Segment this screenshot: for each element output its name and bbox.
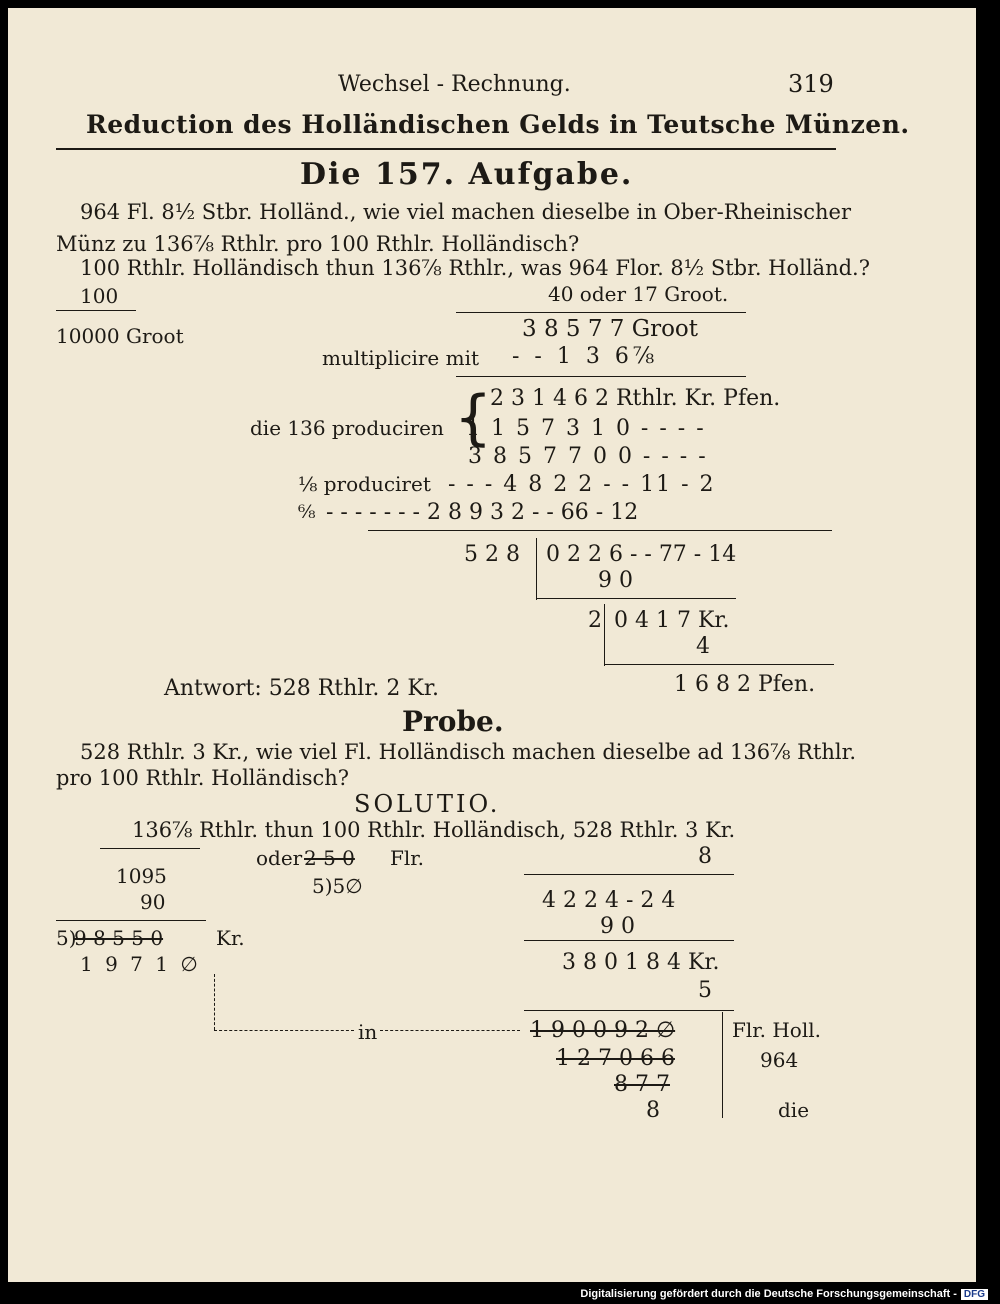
sum-left: 5 2 8	[464, 542, 520, 567]
div-2: 1 2 7 0 6 6	[556, 1046, 675, 1071]
groot-40: 40 oder 17 Groot.	[548, 282, 729, 306]
divider-3	[722, 1012, 723, 1118]
answer: Antwort: 528 Rthlr. 2 Kr.	[164, 676, 439, 701]
footer-text	[580, 1288, 988, 1300]
divider-1	[536, 538, 537, 600]
kr-left: 2	[588, 608, 602, 633]
problem-line-2: Münz zu 136⅞ Rthlr. pro 100 Rthlr. Holländisch?	[56, 232, 580, 256]
row-2: 1 1 5 7 3 1 0 - - - -	[466, 416, 706, 441]
footer-credit: Digitalisierung gefördert durch die Deutsche Forschungsgemeinschaft -	[580, 1288, 957, 1300]
rule-i	[56, 920, 206, 921]
oder-label: oder	[256, 846, 303, 870]
rule-d	[368, 530, 832, 531]
val-90b: 9 0	[600, 914, 635, 939]
row-5-label: ⁶⁄₈	[298, 502, 316, 523]
divider-2	[604, 604, 605, 666]
div-4: 8	[646, 1098, 660, 1123]
div-3: 8 7 7	[614, 1072, 670, 1097]
val-98550: 9 8 5 5 0	[74, 926, 164, 950]
page-subtitle: Reduction des Holländischen Gelds in Teutsche Münzen.	[86, 110, 910, 139]
dash-horizontal-b	[380, 1030, 520, 1031]
rule-g	[100, 848, 200, 849]
kr-right: 0 4 1 7 Kr.	[614, 608, 730, 633]
row-4: - - - 4 8 2 2 - - 11 - 2	[448, 472, 716, 497]
val-4224: 4 2 2 4 - 2 4	[542, 888, 676, 913]
pfen-result: 1 6 8 2 Pfen.	[674, 672, 816, 697]
val-90a: 90	[140, 890, 166, 914]
in-label: in	[358, 1020, 378, 1044]
rule-c	[456, 376, 746, 377]
times-90: 9 0	[598, 568, 633, 593]
rule-a	[56, 310, 136, 311]
header-rule	[56, 148, 836, 150]
value-100: 100	[80, 284, 119, 308]
row-5: - - - - - - - 2 8 9 3 2 - - 66 - 12	[326, 500, 639, 525]
groot-value: 3 8 5 7 7 Groot	[522, 316, 699, 342]
rule-h	[524, 874, 734, 875]
dash-vertical	[214, 974, 215, 1030]
probe-line-3: 136⅞ Rthlr. thun 100 Rthlr. Holländisch, 528 Rthlr. 3 Kr.	[132, 818, 736, 842]
row-1: 2 3 1 4 6 2 Rthlr. Kr. Pfen.	[490, 386, 781, 411]
book-page	[8, 8, 976, 1282]
row-2-label: die 136 produciren	[250, 416, 444, 440]
val-55: 5)5∅	[312, 874, 363, 898]
problem-line-1: 964 Fl. 8½ Stbr. Holländ., wie viel machen dieselbe in Ober-Rheinischer	[80, 200, 852, 224]
page-number: 319	[788, 70, 834, 98]
rule-b	[456, 312, 746, 313]
row-4-label: ⅛ produciret	[298, 472, 431, 496]
solutio-heading: SOLUTIO.	[354, 790, 501, 818]
val-98550-prefix: 5)	[56, 926, 77, 950]
rule-e	[536, 598, 736, 599]
flr-holl: Flr. Holl.	[732, 1018, 821, 1042]
multiplicire-value: - - 1 3 6⅞	[512, 344, 659, 369]
bracket: {	[454, 383, 493, 453]
dfg-logo: DFG	[961, 1289, 988, 1300]
problem-line-3: 100 Rthlr. Holländisch thun 136⅞ Rthlr., was 964 Flor. 8½ Stbr. Holländ.?	[80, 256, 870, 280]
catchword: die	[778, 1098, 810, 1122]
rule-f	[604, 664, 834, 665]
val-8: 8	[698, 844, 712, 869]
probe-line-2: pro 100 Rthlr. Holländisch?	[56, 766, 350, 790]
oder-strike: 2 5 0	[304, 846, 355, 870]
value-10000-groot: 10000 Groot	[56, 324, 184, 348]
multiplicire-label: multiplicire mit	[322, 346, 480, 370]
times-4: 4	[696, 634, 710, 659]
running-title: Wechsel - Rechnung.	[338, 72, 571, 97]
row-3: 3 8 5 7 7 0 0 - - - -	[468, 444, 708, 469]
val-5: 5	[698, 978, 712, 1003]
rule-k	[524, 1010, 734, 1011]
rule-j	[524, 940, 734, 941]
dash-horizontal-a	[214, 1030, 354, 1031]
flr-label: Flr.	[390, 846, 424, 870]
probe-heading: Probe.	[402, 705, 504, 738]
val-19710: 1 9 7 1 ∅	[80, 952, 201, 976]
val-380184: 3 8 0 1 8 4 Kr.	[562, 950, 720, 975]
kr-a: Kr.	[216, 926, 245, 950]
val-964: 964	[760, 1048, 799, 1072]
problem-heading: Die 157. Aufgabe.	[300, 157, 634, 192]
div-1: 1 9 0 0 9 2 ∅	[530, 1018, 676, 1043]
footer-bar	[0, 1284, 1000, 1304]
sum-right: 0 2 2 6 - - 77 - 14	[546, 542, 737, 567]
probe-line-1: 528 Rthlr. 3 Kr., wie viel Fl. Holländisch machen dieselbe ad 136⅞ Rthlr.	[80, 740, 857, 764]
val-1095: 1095	[116, 864, 167, 888]
